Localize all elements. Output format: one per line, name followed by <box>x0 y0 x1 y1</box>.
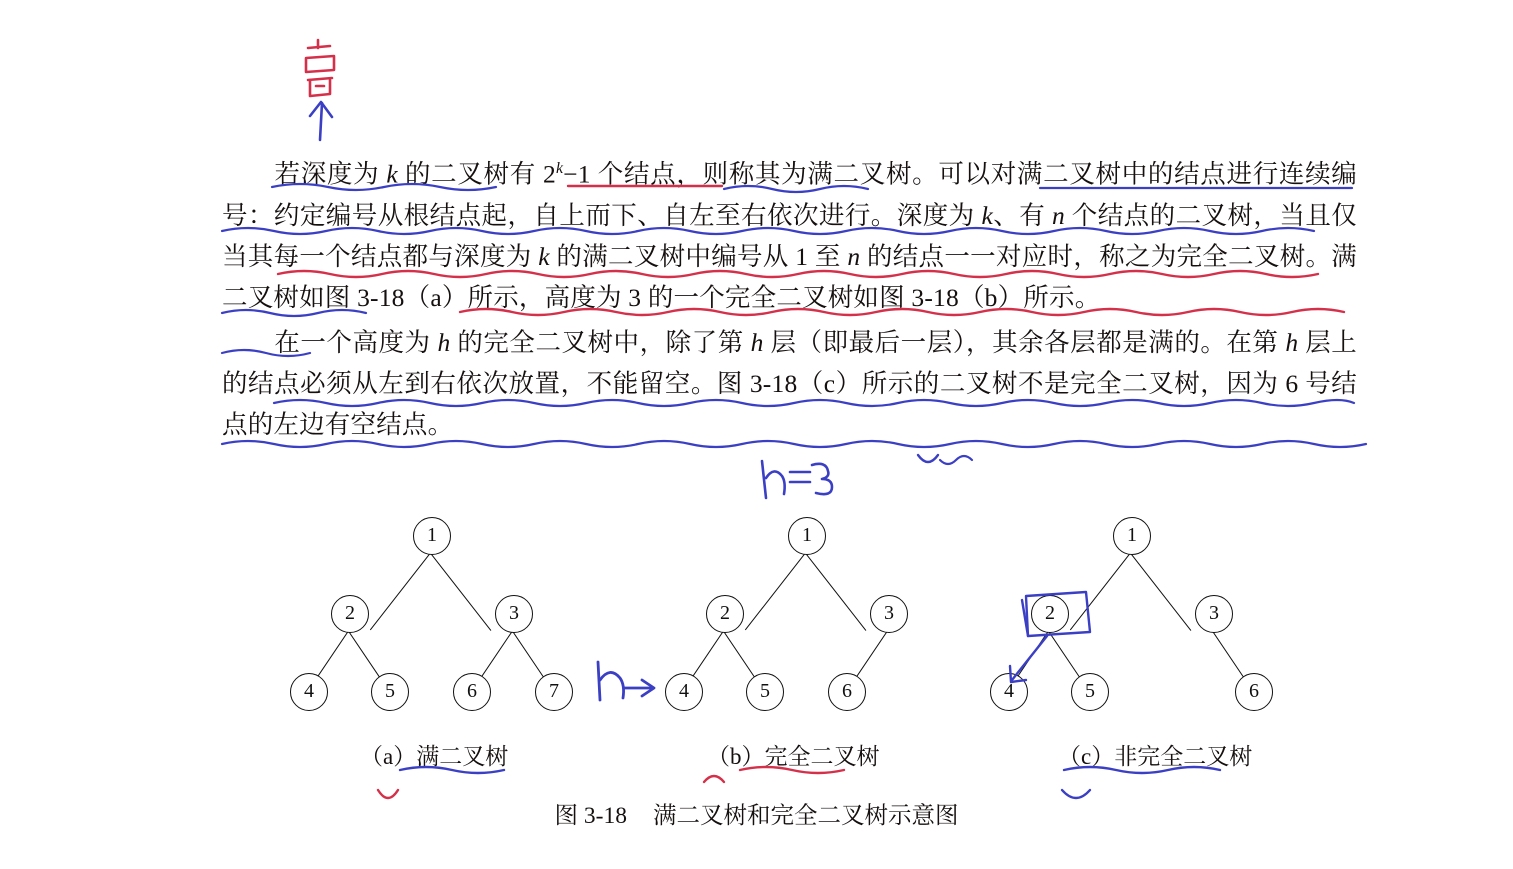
tree-node: 5 <box>1071 673 1109 711</box>
tree-node: 4 <box>290 673 328 711</box>
p2-var-h-3: h <box>1285 327 1299 357</box>
p1-var-n-2: n <box>847 241 861 271</box>
paragraph-2 <box>222 322 1357 445</box>
p1-var-k-1: k <box>386 159 398 189</box>
tree-node: 6 <box>1235 673 1273 711</box>
figure-subcaption-b: （b）完全二叉树 <box>707 744 880 769</box>
check-mark-text-c <box>918 455 938 462</box>
tree-node: 5 <box>746 673 784 711</box>
p1-run4: 、有 <box>992 200 1052 230</box>
p1-run1: 若深度为 <box>274 159 387 189</box>
tree-node: 4 <box>990 673 1028 711</box>
tree-node: 2 <box>706 595 744 633</box>
p2-run4: 层上的结点必须从左到右依次放置，不能留空。图 3-18（c）所示的二叉树不是完全二叉树，因为 6 号结点的左边有空结点。 <box>222 327 1357 439</box>
p1-superscript-k: k <box>555 160 564 177</box>
handwritten-gao-character <box>306 40 334 96</box>
edge-1-3 <box>1130 553 1191 631</box>
figure-subcaption-a: （a）满二叉树 <box>360 744 509 769</box>
tree-node: 1 <box>1113 517 1151 555</box>
p2-run2: 的完全二叉树中，除了第 <box>450 327 751 357</box>
p2-run1: 在一个高度为 <box>274 327 438 357</box>
body-text <box>222 148 1357 445</box>
p1-run5: 个结点的二叉树，当且仅当其每一个结点都与深度为 <box>222 200 1357 271</box>
edge-1-3 <box>430 553 491 631</box>
p1-var-k-3: k <box>538 241 550 271</box>
paragraph-1 <box>222 148 1357 318</box>
figure-caption <box>0 796 1513 830</box>
tree-node: 3 <box>1195 595 1233 633</box>
p1-run6: 的满二叉树中编号从 1 至 <box>549 241 848 271</box>
top-arrow-annotation <box>310 102 332 140</box>
tree-node: 5 <box>371 673 409 711</box>
tree-node: 3 <box>495 595 533 633</box>
tree-non-complete-binary <box>910 500 1350 769</box>
edge-1-2 <box>745 552 806 630</box>
figure-3-18 <box>0 500 1513 840</box>
edge-1-2 <box>370 552 431 630</box>
figure-caption-text: 满二叉树和完全二叉树示意图 <box>652 803 959 829</box>
tree-node: 6 <box>453 673 491 711</box>
p2-var-h-2: h <box>750 327 764 357</box>
figure-caption-label: 图 3-18 <box>554 803 627 829</box>
tree-node: 4 <box>665 673 703 711</box>
tree-node: 3 <box>870 595 908 633</box>
p2-var-h-1: h <box>437 327 451 357</box>
edge-1-2 <box>1070 552 1131 630</box>
p1-run3: −1 个结点，则称其为满二叉树。可以对满二叉树中的结点进行连续编号：约定编号从根结点起，自上而下、自左至右依次进行。深度为 <box>222 159 1357 230</box>
h3-note-annotation <box>762 461 832 498</box>
p1-run2: 的二叉树有 2 <box>397 159 556 189</box>
p1-var-n-1: n <box>1051 200 1065 230</box>
p1-run7: 的结点一一对应时，称之为完全二叉树。满二叉树如图 3-18（a）所示，高度为 3 的一个完全二叉树如图 3-18（b）所示。 <box>222 241 1357 312</box>
figure-subcaption-c: （c）非完全二叉树 <box>1058 744 1253 769</box>
tree-full-binary <box>210 500 650 769</box>
p1-var-k-2: k <box>981 200 993 230</box>
tree-node: 7 <box>535 673 573 711</box>
tree-node: 2 <box>331 595 369 633</box>
tree-node: 2 <box>1031 595 1069 633</box>
tree-node: 1 <box>788 517 826 555</box>
tree-node: 6 <box>828 673 866 711</box>
tree-node: 1 <box>413 517 451 555</box>
edge-1-3 <box>805 553 866 631</box>
p2-run3: 层（即最后一层），其余各层都是满的。在第 <box>763 327 1286 357</box>
